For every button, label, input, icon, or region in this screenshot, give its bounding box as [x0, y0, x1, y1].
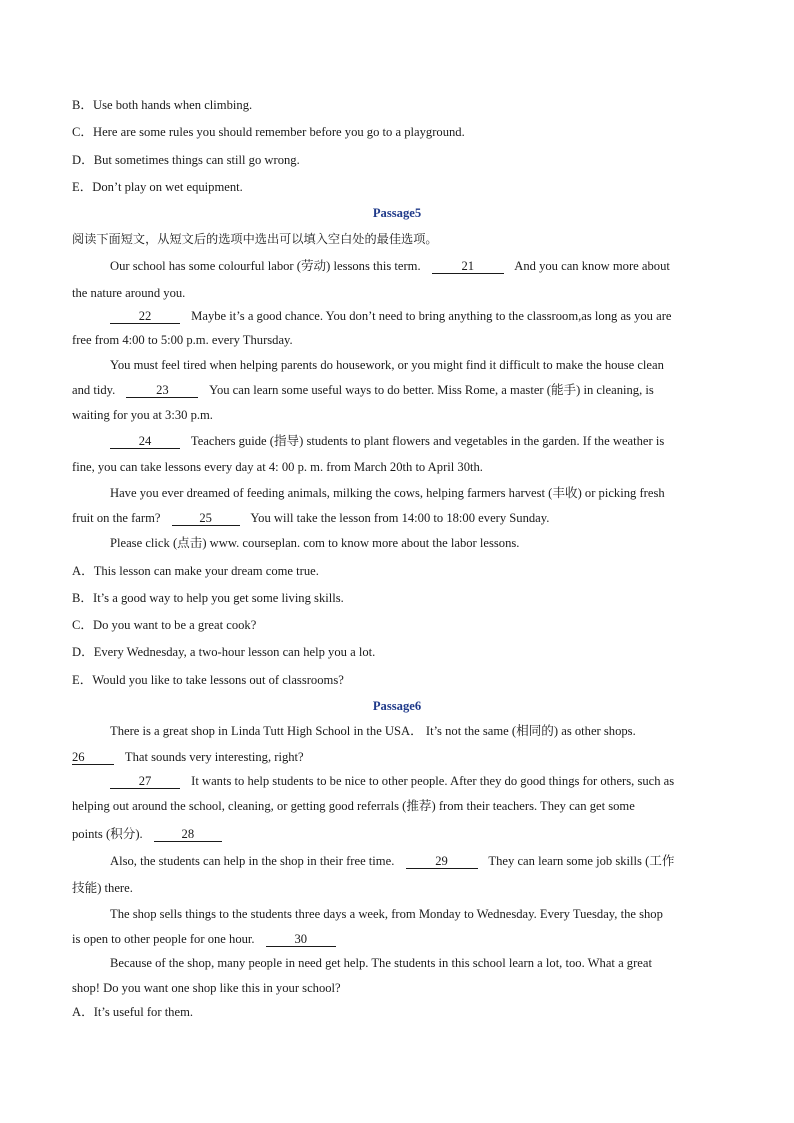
p5-para4-line2: fine, you can take lessons every day at 4: 00 p. m. from March 20th to April 30th. — [72, 460, 483, 474]
text: Also, the students can help in the shop in their free time. — [110, 854, 395, 868]
blank-29[interactable]: 29 — [406, 855, 478, 869]
option-d: D．But sometimes things can still go wrong. — [72, 153, 300, 167]
p5-option-e: E．Would you like to take lessons out of classrooms? — [72, 673, 344, 687]
text: Teachers guide (指导) students to plant flowers and vegetables in the garden. If the weather is — [190, 434, 665, 448]
text: That sounds very interesting, right? — [124, 750, 304, 764]
text: It wants to help students to be nice to other people. After they do good things for others, such as — [191, 774, 675, 788]
p5-option-a: A．This lesson can make your dream come true. — [72, 564, 319, 578]
p6-para5-line2: shop! Do you want one shop like this in your school? — [72, 981, 341, 995]
p5-para3-line2 — [72, 382, 654, 398]
option-e: E．Don’t play on wet equipment. — [72, 180, 243, 194]
p6-para5-line1: Because of the shop, many people in need get help. The students in this school learn a lot, too. What a great — [110, 956, 652, 970]
text: Maybe it’s a good chance. You don’t need to bring anything to the classroom,as long as you are — [191, 309, 672, 323]
blank-25[interactable]: 25 — [172, 512, 240, 526]
p5-option-d: D．Every Wednesday, a two-hour lesson can help you a lot. — [72, 645, 376, 659]
p6-para1-line1: There is a great shop in Linda Tutt High School in the USA． It’s not the same (相同的) as other shops. — [110, 724, 636, 738]
text: You can learn some useful ways to do better. Miss Rome, a master (能手) in cleaning, is — [209, 383, 654, 397]
passage6-title: Passage6 — [372, 699, 422, 713]
p6-option-a: A．It’s useful for them. — [72, 1005, 194, 1019]
p6-para3-line1 — [110, 853, 675, 869]
text: and tidy. — [72, 383, 116, 397]
text: Our school has some colourful labor (劳动) lessons this term. — [110, 259, 421, 273]
p5-option-b: B．It’s a good way to help you get some living skills. — [72, 591, 344, 605]
p5-para1-line2: the nature around you. — [72, 286, 186, 300]
p5-para1-line1 — [110, 258, 670, 274]
p6-para4-line1: The shop sells things to the students three days a week, from Monday to Wednesday. Every Tuesday, the shop — [110, 907, 663, 921]
text: You will take the lesson from 14:00 to 18:00 every Sunday. — [250, 511, 550, 525]
passage5-instruction: 阅读下面短文，从短文后的选项中选出可以填入空白处的最佳选项。 — [72, 232, 438, 246]
p6-para4-line2 — [72, 931, 336, 947]
p6-para2-line2: helping out around the school, cleaning, or getting good referrals (推荐) from their teachers. They can get some — [72, 799, 635, 813]
p5-para2-line1 — [110, 308, 672, 324]
p5-para5-line1: Have you ever dreamed of feeding animals, milking the cows, helping farmers harvest (丰收) or picking fresh — [110, 486, 665, 500]
p6-para1-line2 — [72, 749, 304, 765]
p5-para4-line1 — [110, 433, 664, 449]
blank-21[interactable]: 21 — [432, 260, 504, 274]
p5-para3-line1: You must feel tired when helping parents do housework, or you might find it difficult to make the house clean — [110, 358, 664, 372]
blank-24[interactable]: 24 — [110, 435, 180, 449]
p6-para3-line2: 技能) there. — [72, 881, 133, 895]
p5-para6: Please click (点击) www. courseplan. com to know more about the labor lessons. — [110, 536, 520, 550]
blank-28[interactable]: 28 — [154, 828, 222, 842]
text: points (积分). — [72, 827, 143, 841]
option-b: B．Use both hands when climbing. — [72, 98, 253, 112]
text: is open to other people for one hour. — [72, 932, 255, 946]
blank-22[interactable]: 22 — [110, 310, 180, 324]
text: They can learn some job skills (工作 — [488, 854, 675, 868]
blank-23[interactable]: 23 — [126, 384, 198, 398]
text: And you can know more about — [514, 259, 670, 273]
p5-option-c: C．Do you want to be a great cook? — [72, 618, 257, 632]
blank-27[interactable]: 27 — [110, 775, 180, 789]
p6-para2-line1 — [110, 773, 674, 789]
blank-30[interactable]: 30 — [266, 933, 336, 947]
blank-26[interactable]: 26 — [72, 751, 114, 765]
passage5-title: Passage5 — [372, 206, 422, 220]
p5-para2-line2: free from 4:00 to 5:00 p.m. every Thursday. — [72, 333, 293, 347]
text: fruit on the farm? — [72, 511, 161, 525]
p5-para3-line3: waiting for you at 3:30 p.m. — [72, 408, 213, 422]
p6-para2-line3 — [72, 826, 222, 842]
option-c: C．Here are some rules you should remember before you go to a playground. — [72, 125, 465, 139]
p5-para5-line2 — [72, 510, 549, 526]
